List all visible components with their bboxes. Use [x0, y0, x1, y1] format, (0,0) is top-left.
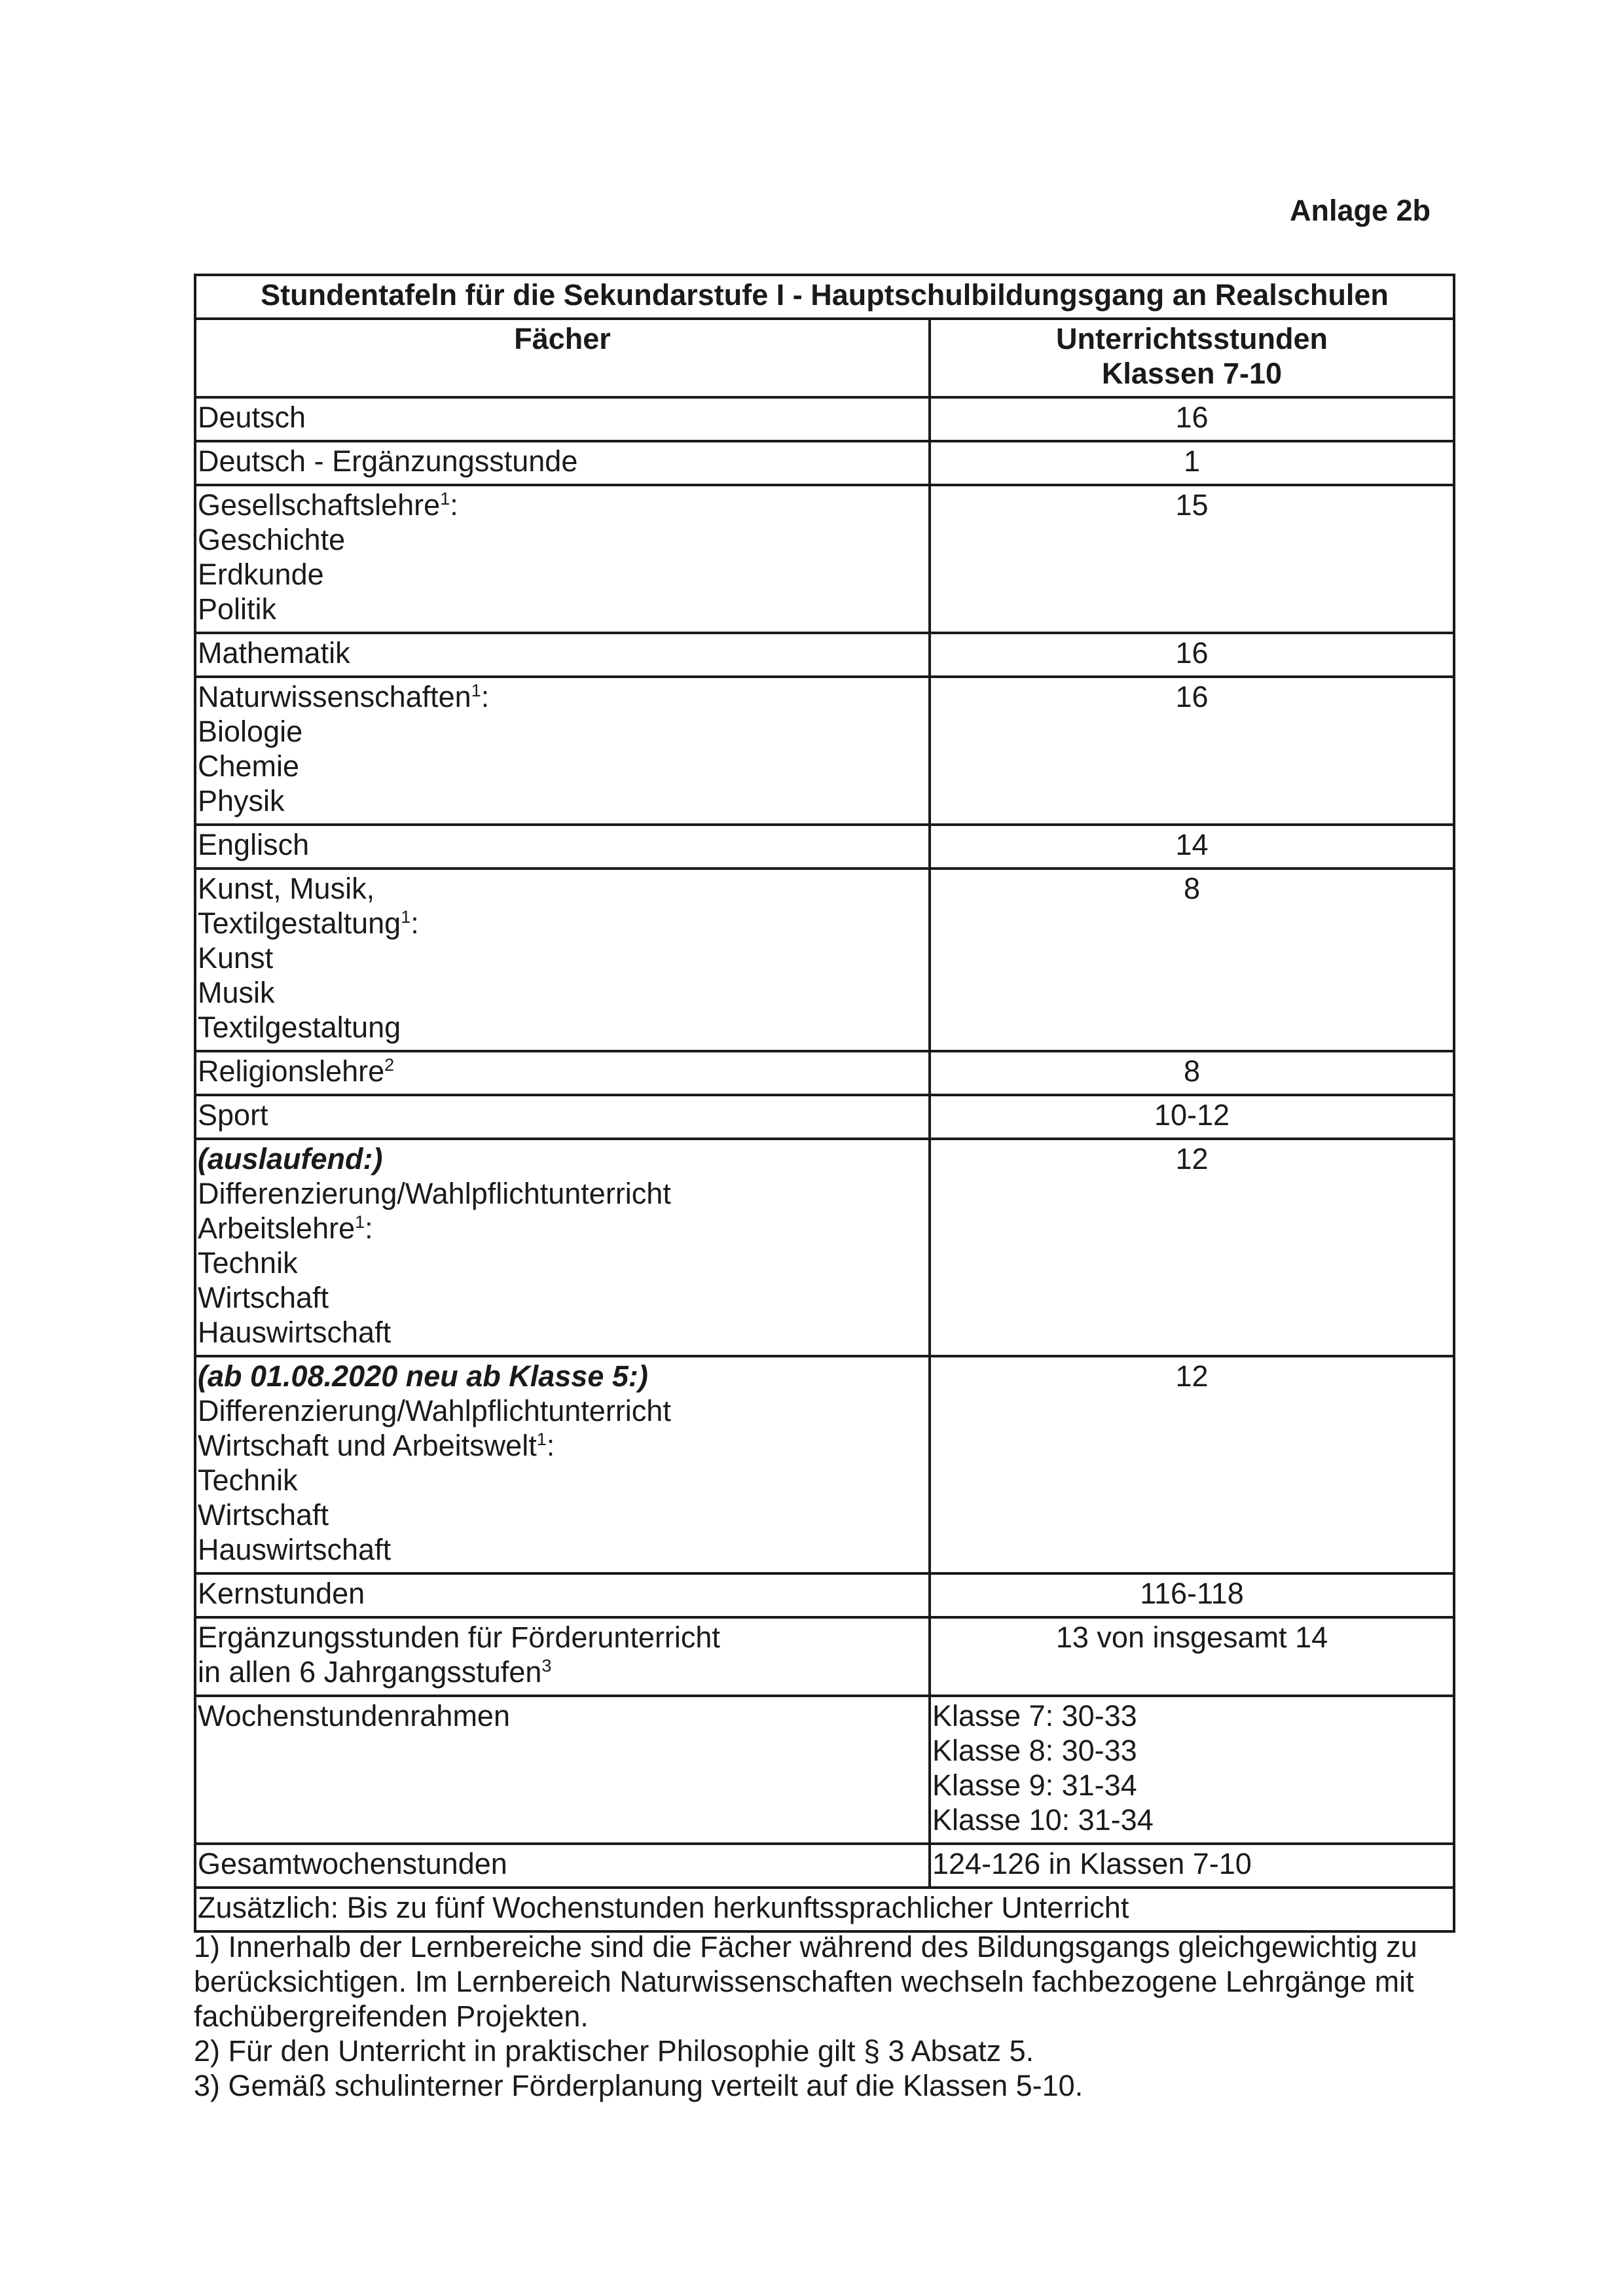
footnote-ref: 3 — [541, 1656, 552, 1676]
subject-cell: Sport — [195, 1095, 930, 1139]
hours-cell: 8 — [930, 869, 1454, 1051]
table-row — [195, 633, 1454, 677]
subject-label: Gesellschaftslehre — [198, 488, 441, 522]
hours-cell — [930, 1696, 1454, 1844]
footnotes — [194, 1929, 1464, 2103]
subject-cell: Naturwissenschaften$^1$: Biologie Chemie Physik — [195, 677, 930, 825]
table-row — [195, 1356, 1454, 1573]
footnote-ref: 1 — [401, 907, 411, 927]
additional-note-cell: Zusätzlich: Bis zu fünf Wochenstunden herkunftssprachlicher Unterricht — [195, 1888, 1454, 1931]
subject-cell: (auslaufend:) Differenzierung/Wahlpflichtunterricht Arbeitslehre$^1$: Technik Wirtschaft Hauswirtschaft — [195, 1139, 930, 1356]
subject-label: Kunst, Musik, — [198, 872, 375, 905]
table-row — [195, 1095, 1454, 1139]
table-row — [195, 485, 1454, 633]
header-hours-line2: Klassen 7-10 — [1101, 357, 1283, 390]
subject-cell — [195, 1051, 930, 1095]
subject-label: Differenzierung/Wahlpflichtunterricht — [198, 1394, 671, 1427]
subject-cell — [195, 1617, 930, 1696]
hours-value: Klasse 7: 30-33 — [932, 1699, 1137, 1732]
row-heading: (ab 01.08.2020 neu ab Klasse 5:) — [198, 1359, 648, 1393]
table-header-row — [195, 319, 1454, 397]
hours-value: Klasse 9: 31-34 — [932, 1768, 1137, 1802]
hours-cell: 16 — [930, 633, 1454, 677]
sub-subject: Politik — [198, 592, 277, 626]
footnote-ref: 2 — [384, 1055, 395, 1075]
subject-label: Differenzierung/Wahlpflichtunterricht — [198, 1177, 671, 1210]
table-title-row — [195, 275, 1454, 319]
sub-subject: Hauswirtschaft — [198, 1533, 392, 1566]
footnote-1: 1) Innerhalb der Lernbereiche sind die Fächer während des Bildungsgangs gleichgewichtig zu berücksichtigen. Im Lernbereich Naturwissenschaften wechseln fachbezogene Lehrgänge mit fachübergreifenden Projekten. — [194, 1930, 1417, 2033]
timetable — [194, 274, 1455, 1933]
row-heading: (auslaufend:) — [198, 1142, 383, 1175]
annex-label: Anlage 2b — [1289, 194, 1431, 227]
table-row — [195, 1617, 1454, 1696]
table-row — [195, 825, 1454, 869]
sub-subject: Technik — [198, 1246, 298, 1280]
table-row — [195, 1844, 1454, 1888]
sub-subject: Technik — [198, 1463, 298, 1497]
table-row — [195, 1573, 1454, 1617]
hours-cell: 14 — [930, 825, 1454, 869]
subject-label: Naturwissenschaften — [198, 680, 471, 713]
sub-subject: Musik — [198, 976, 275, 1009]
hours-cell: 10-12 — [930, 1095, 1454, 1139]
subject-cell: Kernstunden — [195, 1573, 930, 1617]
hours-cell: 12 — [930, 1356, 1454, 1573]
hours-cell: 124-126 in Klassen 7-10 — [930, 1844, 1454, 1888]
footnote-2: 2) Für den Unterricht in praktischer Philosophie gilt § 3 Absatz 5. — [194, 2034, 1034, 2068]
sub-subject: Wirtschaft — [198, 1281, 329, 1314]
hours-cell: 116-118 — [930, 1573, 1454, 1617]
sub-subject: Kunst — [198, 941, 274, 975]
hours-value: Klasse 8: 30-33 — [932, 1734, 1137, 1767]
table-row — [195, 869, 1454, 1051]
sub-subject: Chemie — [198, 749, 300, 783]
table-row — [195, 441, 1454, 485]
table-row — [195, 677, 1454, 825]
table-row — [195, 397, 1454, 441]
table-row — [195, 1051, 1454, 1095]
subject-label: Textilgestaltung — [198, 906, 401, 940]
subject-label: Wirtschaft und Arbeitswelt — [198, 1429, 537, 1462]
hours-cell: 1 — [930, 441, 1454, 485]
table-row — [195, 1888, 1454, 1931]
subject-label: Ergänzungsstunden für Förderunterricht — [198, 1621, 720, 1654]
subject-cell: Deutsch - Ergänzungsstunde — [195, 441, 930, 485]
subject-label: Arbeitslehre — [198, 1211, 356, 1245]
subject-cell: (ab 01.08.2020 neu ab Klasse 5:) Differenzierung/Wahlpflichtunterricht Wirtschaft und Arbeitswelt$^1$: Technik Wirtschaft Hauswirtschaft — [195, 1356, 930, 1573]
subject-cell: Gesellschaftslehre$^1$: Geschichte Erdkunde Politik — [195, 485, 930, 633]
sub-subject: Geschichte — [198, 523, 346, 556]
sub-subject: Erdkunde — [198, 558, 324, 591]
hours-cell: 8 — [930, 1051, 1454, 1095]
header-hours — [930, 319, 1454, 397]
sub-subject: Biologie — [198, 715, 303, 748]
hours-cell: 13 von insgesamt 14 — [930, 1617, 1454, 1696]
subject-label: in allen 6 Jahrgangsstufen — [198, 1655, 542, 1689]
hours-cell: 12 — [930, 1139, 1454, 1356]
subject-cell: Mathematik — [195, 633, 930, 677]
sub-subject: Hauswirtschaft — [198, 1316, 392, 1349]
header-subjects: Fächer — [195, 319, 930, 397]
hours-cell: 15 — [930, 485, 1454, 633]
subject-label: Religionslehre — [198, 1054, 385, 1088]
hours-cell: 16 — [930, 397, 1454, 441]
sub-subject: Physik — [198, 784, 285, 817]
footnote-ref: 1 — [536, 1429, 547, 1449]
subject-cell: Gesamtwochenstunden — [195, 1844, 930, 1888]
header-hours-line1: Unterrichtsstunden — [1055, 322, 1328, 355]
table-title: Stundentafeln für die Sekundarstufe I - Hauptschulbildungsgang an Realschulen — [195, 275, 1454, 319]
subject-cell: Kunst, Musik, Textilgestaltung$^1$: Kunst Musik Textilgestaltung — [195, 869, 930, 1051]
hours-cell: 16 — [930, 677, 1454, 825]
subject-cell: Wochenstundenrahmen — [195, 1696, 930, 1844]
footnote-ref: 1 — [355, 1212, 365, 1232]
footnote-ref: 1 — [471, 681, 481, 700]
footnote-3: 3) Gemäß schulinterner Förderplanung verteilt auf die Klassen 5-10. — [194, 2069, 1084, 2102]
sub-subject: Textilgestaltung — [198, 1011, 401, 1044]
hours-value: Klasse 10: 31-34 — [932, 1803, 1154, 1837]
footnote-ref: 1 — [440, 489, 450, 509]
table-row — [195, 1696, 1454, 1844]
sub-subject: Wirtschaft — [198, 1498, 329, 1532]
table-row — [195, 1139, 1454, 1356]
subject-cell: Deutsch — [195, 397, 930, 441]
subject-cell: Englisch — [195, 825, 930, 869]
